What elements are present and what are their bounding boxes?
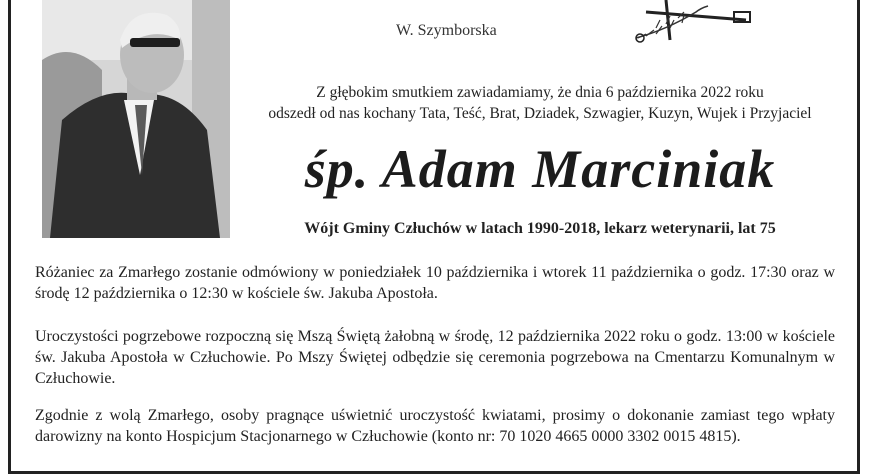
intro-line: Z głębokim smutkiem zawiadamiamy, że dnia 6 października 2022 roku	[316, 84, 764, 101]
intro-line: odszedł od nas kochany Tata, Teść, Brat, Dziadek, Szwagier, Kuzyn, Wujek i Przyjaciel	[268, 105, 812, 122]
rosary-paragraph: Różaniec za Zmarłego zostanie odmówiony w poniedziałek 10 października i wtorek 11 października o godz. 17:30 oraz w środę 12 października o 12:30 w kościele św. Jakuba Apostoła.	[35, 264, 835, 302]
deceased-description: Wójt Gminy Człuchów w latach 1990-2018, lekarz weterynarii, lat 75	[304, 220, 776, 237]
portrait-photo	[42, 0, 230, 238]
quote-author: W. Szymborska	[396, 22, 497, 39]
announcement-intro	[250, 82, 830, 124]
donation-paragraph: Zgodnie z wolą Zmarłego, osoby pragnące uświetnić uroczystość kwiatami, prosimy o dokonanie zamiast tego wpłaty darowizny na konto Hospicjum Stacjonarnego w Człuchowie (konto nr: 70 1020 4665 0000 3302 0015 4815).	[35, 407, 835, 445]
deceased-name: śp. Adam Marciniak	[304, 139, 776, 199]
cross-with-palm-icon	[626, 0, 756, 55]
funeral-paragraph: Uroczystości pogrzebowe rozpoczną się Mszą Świętą żałobną w środę, 12 października 2022 roku o godz. 13:00 w kościele św. Jakuba Apostoła w Człuchowie. Po Mszy Świętej odbędzie się ceremonia pogrzebowa na Cmentarzu Komunalnym w Człuchowie.	[35, 328, 835, 387]
